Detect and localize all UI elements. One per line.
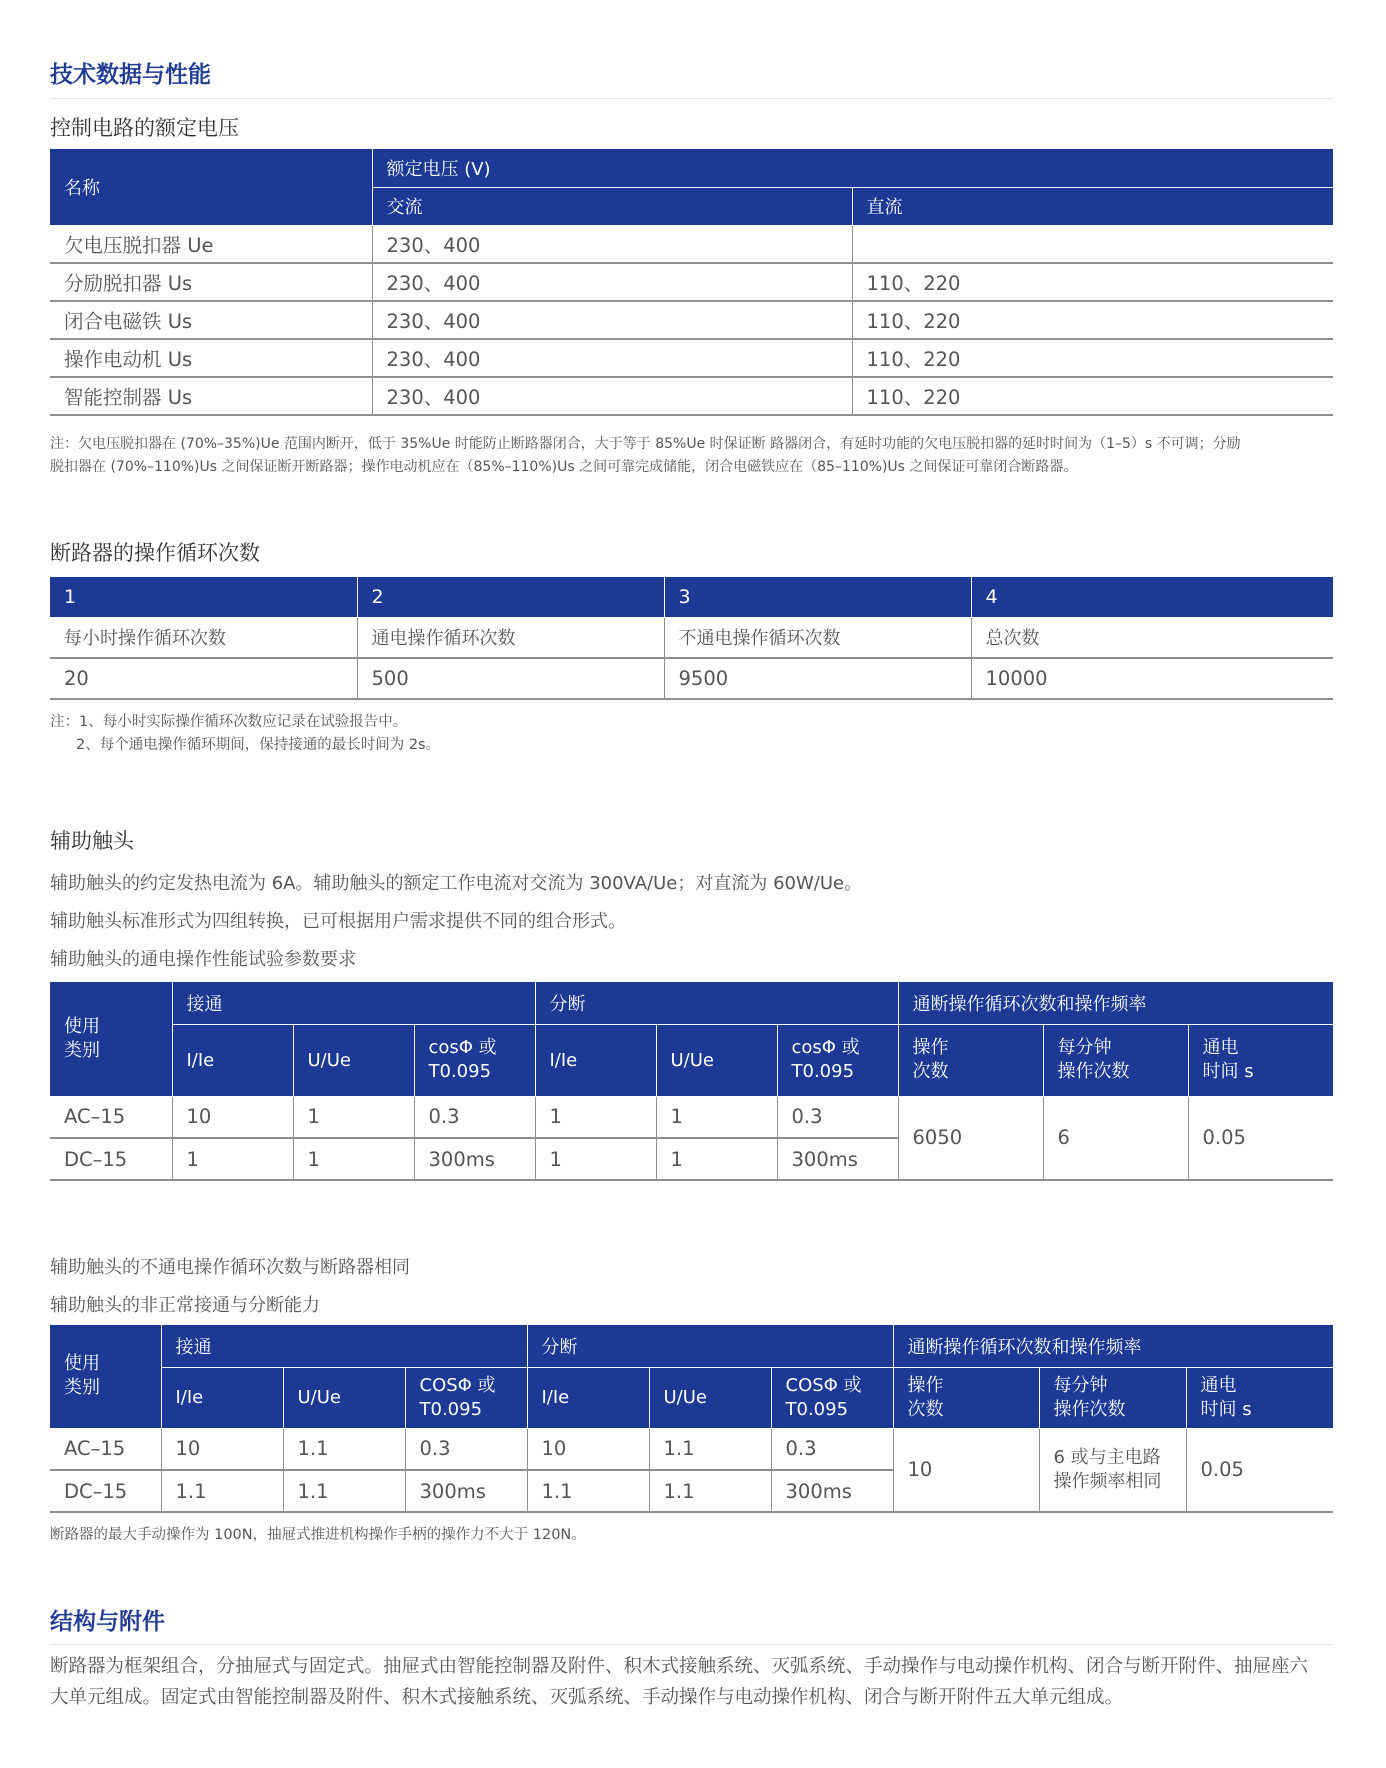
cell-make-ie: 10	[161, 1428, 283, 1470]
aux-para-4: 辅助触头的不通电操作循环次数与断路器相同	[50, 1257, 410, 1278]
cell-dc: 110、220	[852, 263, 1333, 301]
header-break: 分断	[527, 1325, 893, 1367]
cell-make-ie: 10	[172, 1096, 293, 1138]
header-col-3: 3	[664, 577, 971, 617]
table-row	[50, 658, 1333, 699]
cell-name: 欠电压脱扣器 Ue	[50, 225, 372, 263]
cell-name: 操作电动机 Us	[50, 339, 372, 377]
cell-make-cos: 0.3	[414, 1096, 535, 1138]
header-break-uue: U/Ue	[656, 1024, 777, 1096]
cell-make-uue: 1.1	[283, 1428, 405, 1470]
cell-name: 分励脱扣器 Us	[50, 263, 372, 301]
cell-category: AC–15	[50, 1428, 161, 1470]
table-row	[50, 377, 1333, 415]
section-title-structure: 结构与附件	[50, 1609, 165, 1635]
header-col-1: 1	[50, 577, 357, 617]
header-make-cos: cosΦ 或 T0.095	[414, 1024, 535, 1096]
table-row	[50, 301, 1333, 339]
cell-dc	[852, 225, 1333, 263]
header-name: 名称	[50, 149, 372, 225]
header-rated-voltage: 额定电压 (V)	[372, 149, 1333, 187]
aux-para-2: 辅助触头标准形式为四组转换，已可根据用户需求提供不同的组合形式。	[50, 911, 626, 932]
table-row	[50, 1096, 1333, 1138]
header-make: 接通	[161, 1325, 527, 1367]
cell-ops-per-min: 6 或与主电路 操作频率相同	[1039, 1428, 1186, 1512]
cell-break-ie: 1.1	[527, 1470, 649, 1512]
header-break-ie: I/Ie	[527, 1367, 649, 1428]
control-voltage-table	[50, 149, 1333, 416]
cell-make-cos: 0.3	[405, 1428, 527, 1470]
header-make: 接通	[172, 982, 535, 1024]
header-ops-count: 操作 次数	[898, 1024, 1043, 1096]
cell-break-cos: 0.3	[771, 1428, 893, 1470]
table-row	[50, 339, 1333, 377]
cell-value: 500	[357, 658, 664, 699]
cell-ops-count: 6050	[898, 1096, 1043, 1180]
table-row	[50, 225, 1333, 263]
cell-make-cos: 300ms	[414, 1138, 535, 1180]
header-ops-count: 操作 次数	[893, 1367, 1039, 1428]
header-ops-per-min: 每分钟 操作次数	[1039, 1367, 1186, 1428]
cell-make-cos: 300ms	[405, 1470, 527, 1512]
table-row	[50, 263, 1333, 301]
cell-break-cos: 300ms	[771, 1470, 893, 1512]
header-break-cos: cosΦ 或 T0.095	[777, 1024, 898, 1096]
cell-ops-count: 10	[893, 1428, 1039, 1512]
aux-para-1: 辅助触头的约定发热电流为 6A。辅助触头的额定工作电流对交流为 300VA/Ue；对直流为 60W/Ue。	[50, 873, 863, 894]
header-use-category: 使用类别	[50, 1325, 161, 1428]
note-line: 脱扣器在 (70%–110%)Us 之间保证断开断路器；操作电动机应在（85%–110%)Us 之间可靠完成储能，闭合电磁铁应在（85–110%)Us 之间保证可靠闭合断路器。	[50, 459, 1078, 475]
structure-description	[50, 1651, 1308, 1713]
header-break-ie: I/Ie	[535, 1024, 656, 1096]
header-make-ie: I/Ie	[172, 1024, 293, 1096]
divider	[50, 98, 1333, 99]
header-col-2: 2	[357, 577, 664, 617]
cell-value: 9500	[664, 658, 971, 699]
cell-make-uue: 1.1	[283, 1470, 405, 1512]
cell-ops-per-min: 6	[1043, 1096, 1188, 1180]
note-line: 注：1、每小时实际操作循环次数应记录在试验报告中。	[50, 714, 408, 730]
cell-ac: 230、400	[372, 377, 852, 415]
header-col-4: 4	[971, 577, 1333, 617]
note-line: 注：欠电压脱扣器在 (70%–35%)Ue 范围内断开，低于 35%Ue 时能防止断路器闭合，大于等于 85%Ue 时保证断 路器闭合，有延时功能的欠电压脱扣器的延时时间为（1–5）s 不可调；分励	[50, 436, 1241, 452]
header-cycles-frequency: 通断操作循环次数和操作频率	[893, 1325, 1333, 1367]
cell-break-uue: 1	[656, 1138, 777, 1180]
cell-label: 通电操作循环次数	[357, 617, 664, 658]
header-on-time: 通电 时间 s	[1186, 1367, 1333, 1428]
cell-category: AC–15	[50, 1096, 172, 1138]
cell-make-ie: 1	[172, 1138, 293, 1180]
cell-ac: 230、400	[372, 263, 852, 301]
cell-break-cos: 0.3	[777, 1096, 898, 1138]
operation-cycles-note	[50, 711, 440, 757]
cell-break-uue: 1.1	[649, 1470, 771, 1512]
cell-make-ie: 1.1	[161, 1470, 283, 1512]
header-make-cos: COSΦ 或 T0.095	[405, 1367, 527, 1428]
cell-dc: 110、220	[852, 377, 1333, 415]
header-ops-per-min: 每分钟 操作次数	[1043, 1024, 1188, 1096]
subtitle-operation-cycles: 断路器的操作循环次数	[50, 541, 260, 565]
cell-label: 每小时操作循环次数	[50, 617, 357, 658]
cell-dc: 110、220	[852, 339, 1333, 377]
cell-on-time: 0.05	[1188, 1096, 1333, 1180]
header-break-uue: U/Ue	[649, 1367, 771, 1428]
header-break: 分断	[535, 982, 898, 1024]
aux-para-5: 辅助触头的非正常接通与分断能力	[50, 1295, 320, 1316]
header-make-uue: U/Ue	[283, 1367, 405, 1428]
subtitle-aux-contacts: 辅助触头	[50, 829, 134, 853]
header-on-time: 通电 时间 s	[1188, 1024, 1333, 1096]
aux-para-3: 辅助触头的通电操作性能试验参数要求	[50, 949, 356, 970]
cell-value: 10000	[971, 658, 1333, 699]
cell-category: DC–15	[50, 1470, 161, 1512]
cell-name: 智能控制器 Us	[50, 377, 372, 415]
subtitle-control-voltage: 控制电路的额定电压	[50, 116, 239, 140]
cell-make-uue: 1	[293, 1138, 414, 1180]
table-row	[50, 1428, 1333, 1470]
header-ac: 交流	[372, 187, 852, 225]
cell-break-uue: 1	[656, 1096, 777, 1138]
cell-break-ie: 1	[535, 1096, 656, 1138]
header-break-cos: COSΦ 或 T0.095	[771, 1367, 893, 1428]
body-line: 断路器为框架组合，分抽屉式与固定式。抽屉式由智能控制器及附件、积木式接触系统、灭弧系统、手动操作与电动操作机构、闭合与断开附件、抽屉座六	[50, 1656, 1309, 1677]
aux-contacts-abnormal-table	[50, 1325, 1333, 1513]
header-use-category: 使用类别	[50, 982, 172, 1096]
cell-name: 闭合电磁铁 Us	[50, 301, 372, 339]
note-line: 2、每个通电操作循环期间，保持接通的最长时间为 2s。	[76, 737, 441, 753]
cell-dc: 110、220	[852, 301, 1333, 339]
table-row	[50, 617, 1333, 658]
operation-cycles-table	[50, 577, 1333, 700]
header-make-uue: U/Ue	[293, 1024, 414, 1096]
cell-ac: 230、400	[372, 225, 852, 263]
cell-label: 不通电操作循环次数	[664, 617, 971, 658]
control-voltage-note	[50, 433, 1340, 479]
header-cycles-frequency: 通断操作循环次数和操作频率	[898, 982, 1333, 1024]
aux-contacts-test-table	[50, 982, 1333, 1181]
cell-on-time: 0.05	[1186, 1428, 1333, 1512]
cell-category: DC–15	[50, 1138, 172, 1180]
aux-contacts-note: 断路器的最大手动操作为 100N，抽屉式推进机构操作手柄的操作力不大于 120N。	[50, 1527, 586, 1543]
body-line: 大单元组成。固定式由智能控制器及附件、积木式接触系统、灭弧系统、手动操作与电动操作机构、闭合与断开附件五大单元组成。	[50, 1687, 1124, 1708]
header-dc: 直流	[852, 187, 1333, 225]
cell-make-uue: 1	[293, 1096, 414, 1138]
header-make-ie: I/Ie	[161, 1367, 283, 1428]
cell-ac: 230、400	[372, 301, 852, 339]
cell-ac: 230、400	[372, 339, 852, 377]
divider	[50, 1644, 1333, 1645]
cell-break-uue: 1.1	[649, 1428, 771, 1470]
cell-break-ie: 1	[535, 1138, 656, 1180]
cell-label: 总次数	[971, 617, 1333, 658]
section-title-tech-data: 技术数据与性能	[50, 62, 211, 88]
cell-break-ie: 10	[527, 1428, 649, 1470]
cell-value: 20	[50, 658, 357, 699]
cell-break-cos: 300ms	[777, 1138, 898, 1180]
